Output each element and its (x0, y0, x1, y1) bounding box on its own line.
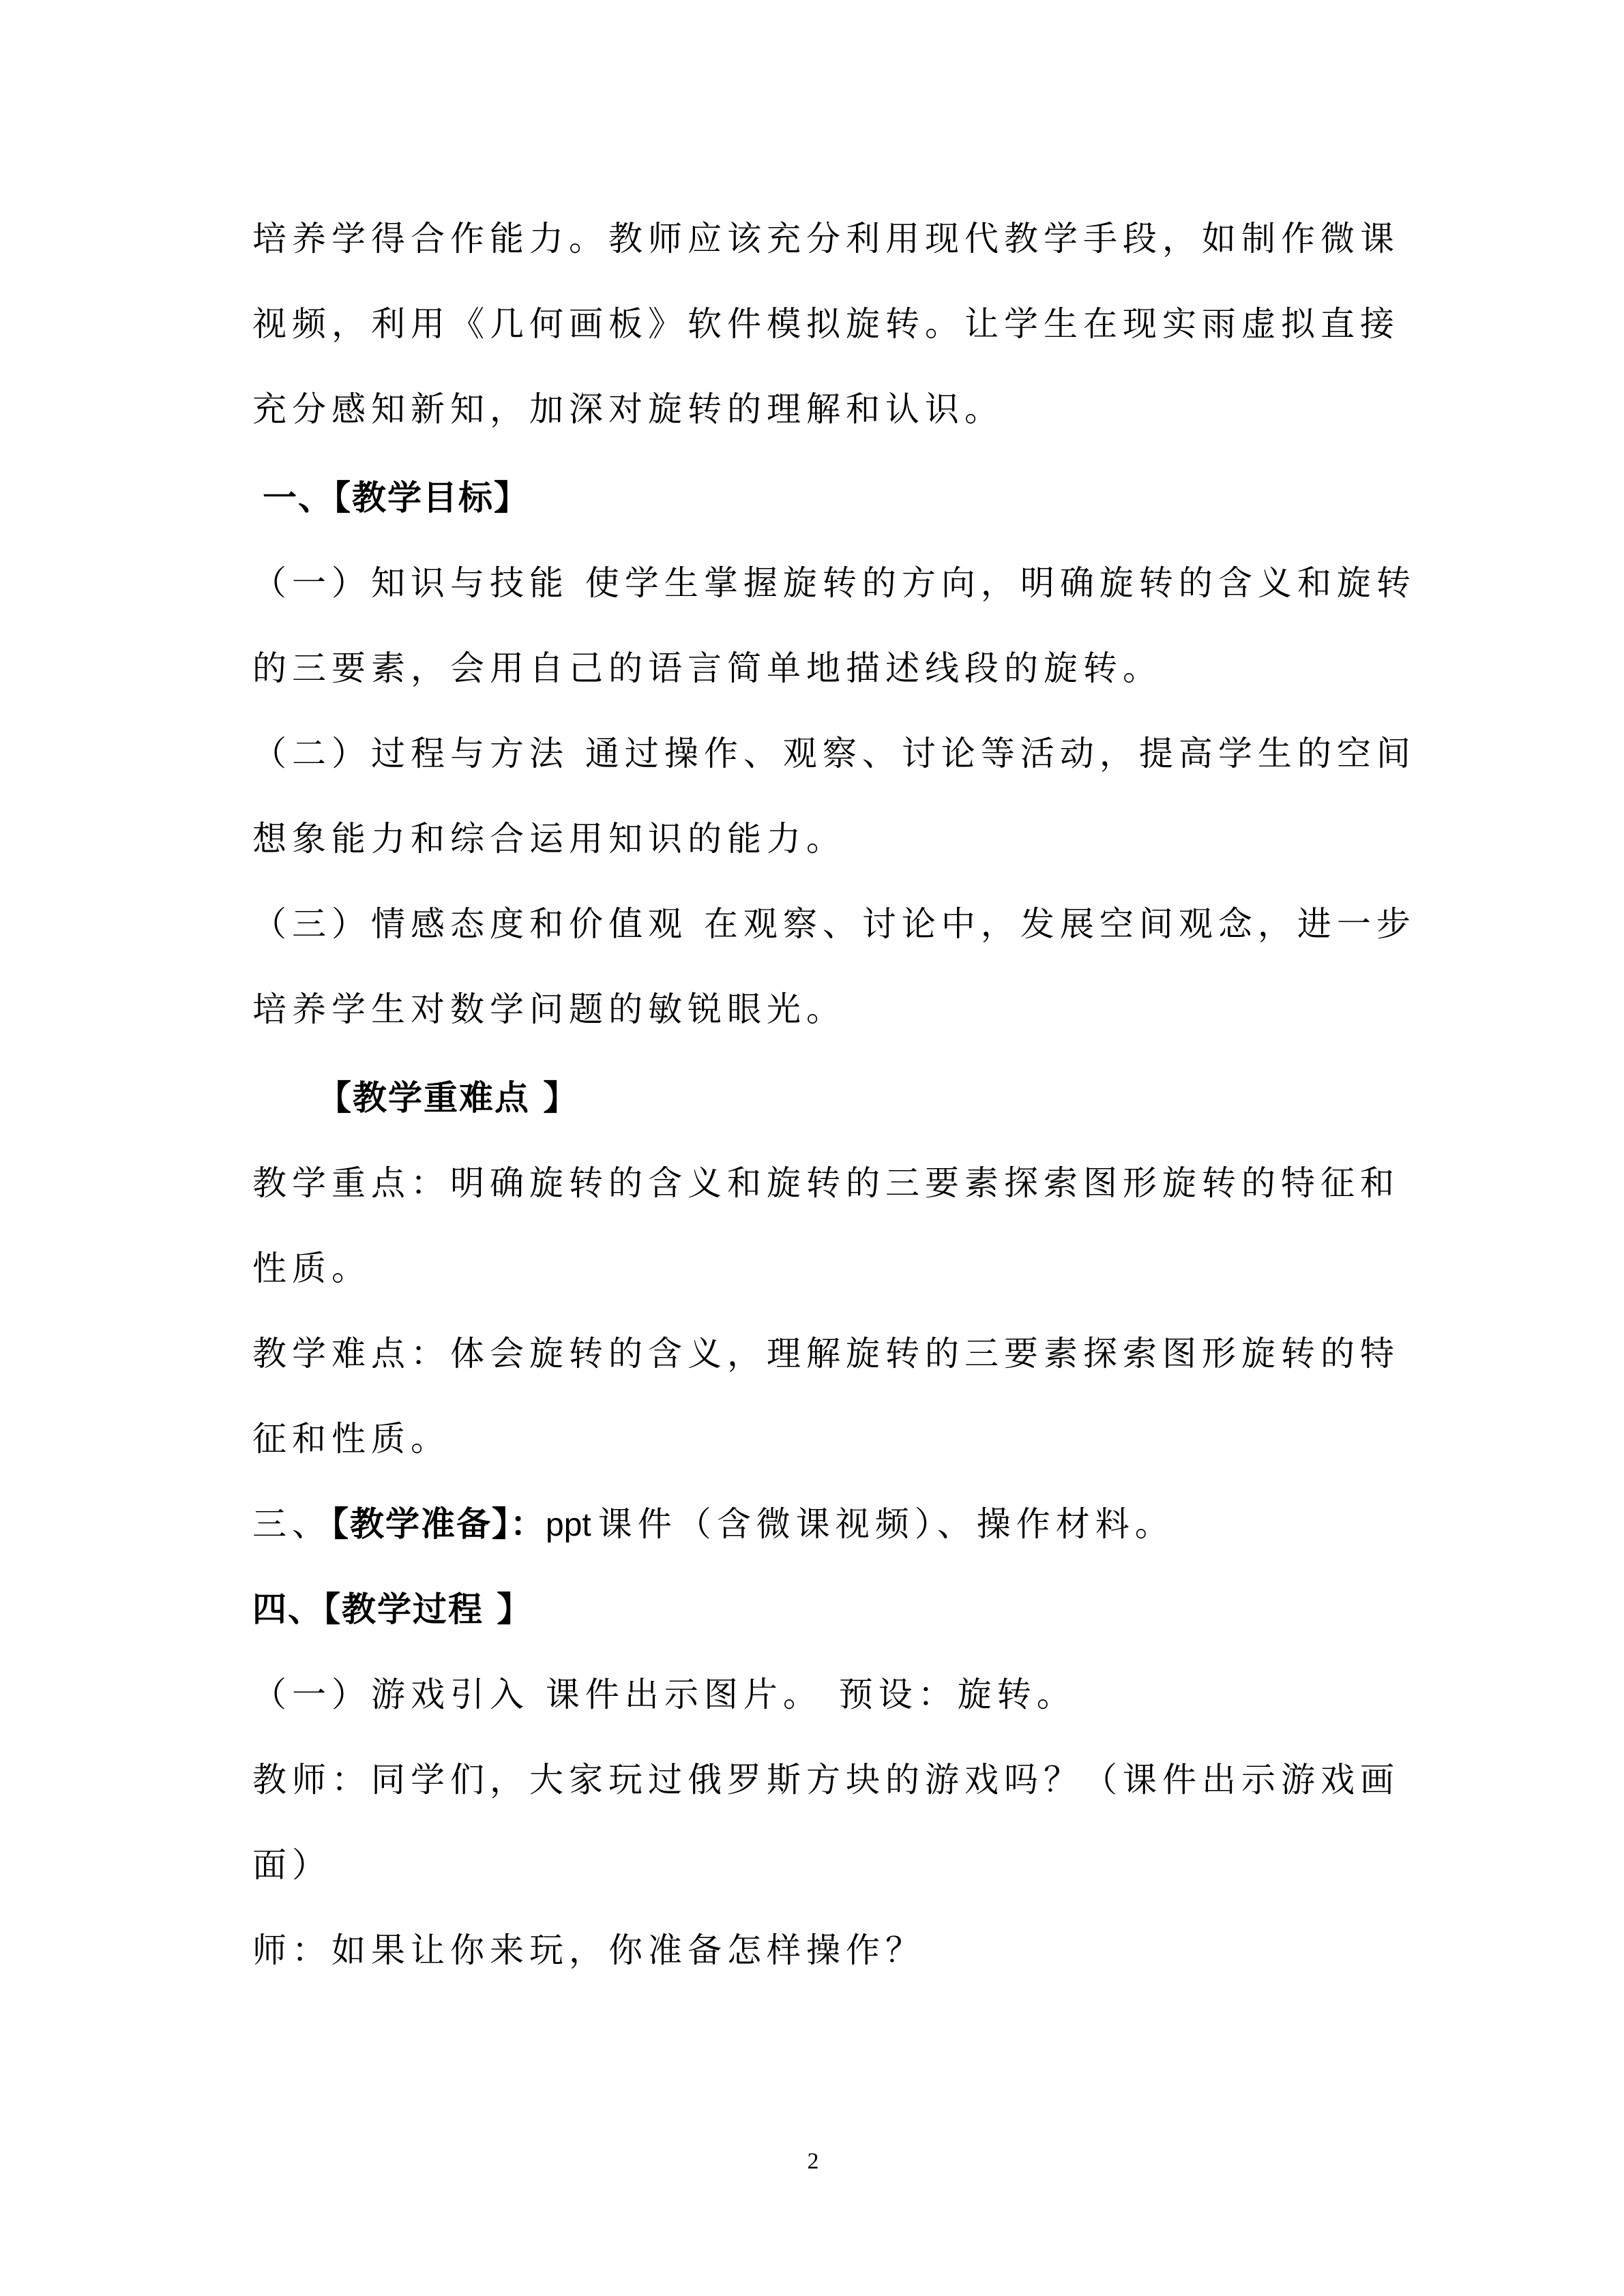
teaching-focus-line-1: 教学重点：明确旋转的含义和旋转的三要素探索图形旋转的特征和 (252, 1163, 1400, 1203)
section-one-prefix: 一、 (263, 478, 334, 518)
objective-process-line-1: （二）过程与方法 通过操作、观察、讨论等活动，提高学生的空间 (252, 734, 1416, 773)
page-number: 2 (807, 2149, 819, 2174)
section-three-prefix: 三、 (252, 1504, 331, 1544)
teaching-difficulty-line-1: 教学难点：体会旋转的含义，理解旋转的三要素探索图形旋转的特 (252, 1334, 1400, 1373)
objective-knowledge-line-2: 的三要素，会用自己的语言简单地描述线段的旋转。 (252, 648, 1162, 688)
section-three-label: 【教学准备】 (331, 1504, 510, 1544)
section-one-label: 【教学目标】 (334, 478, 529, 518)
section-four-heading: 四、【教学过程 】 (252, 1590, 533, 1629)
section-three-colon: ： (510, 1504, 546, 1544)
teaching-focus-line-2: 性质。 (252, 1249, 371, 1288)
teacher-dialogue-line-2: 面） (252, 1845, 331, 1885)
teaching-difficulty-line-2: 征和性质。 (252, 1419, 450, 1459)
intro-paragraph-line-2: 视频，利用《几何画板》软件模拟旋转。让学生在现实雨虚拟直接 (252, 304, 1400, 344)
process-step-1: （一）游戏引入 课件出示图片。 预设：旋转。 (252, 1675, 1076, 1714)
teacher-dialogue-line-1: 教师：同学们，大家玩过俄罗斯方块的游戏吗？（课件出示游戏画 (252, 1760, 1400, 1800)
objective-attitude-line-2: 培养学生对数学问题的敏锐眼光。 (252, 989, 846, 1029)
intro-paragraph-line-1: 培养学得合作能力。教师应该充分利用现代教学手段，如制作微课 (252, 219, 1400, 258)
section-one-heading (263, 474, 529, 522)
objective-attitude-line-1: （三）情感态度和价值观 在观察、讨论中，发展空间观念，进一步 (252, 904, 1416, 944)
teacher-dialogue-line-3: 师：如果让你来玩，你准备怎样操作？ (252, 1930, 925, 1970)
intro-paragraph-line-3: 充分感知新知，加深对旋转的理解和认识。 (252, 389, 1004, 429)
section-three-rest: 课件（含微课视频）、操作材料。 (597, 1504, 1175, 1544)
objective-process-line-2: 想象能力和综合运用知识的能力。 (252, 819, 846, 859)
section-three-ppt: ppt (546, 1507, 591, 1543)
section-three-line (252, 1500, 1175, 1549)
objective-knowledge-line-1: （一）知识与技能 使学生掌握旋转的方向，明确旋转的含义和旋转 (252, 563, 1416, 603)
key-points-heading: 【教学重难点 】 (317, 1078, 579, 1118)
